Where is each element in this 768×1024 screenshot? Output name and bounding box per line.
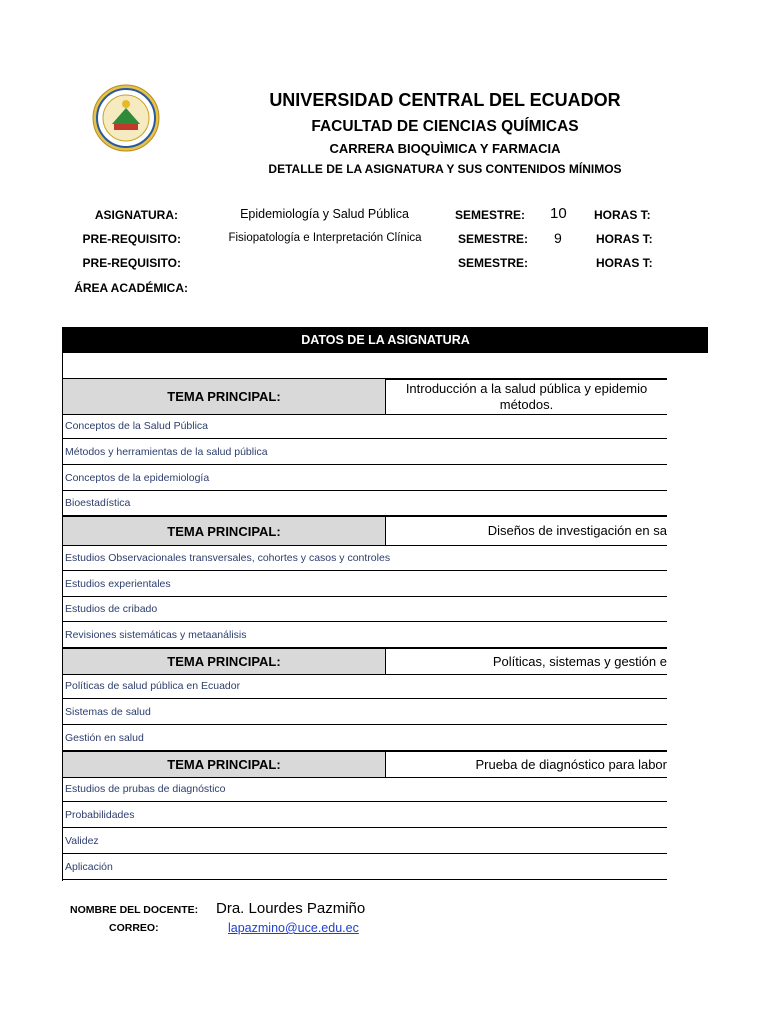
topic-row: Estudios Observacionales transversales, cohortes y casos y controles [63,546,667,571]
semestre-label: SEMESTRE: [458,256,529,270]
tema-principal-label: TEMA PRINCIPAL: [63,379,386,414]
topic-row: Políticas de salud pública en Ecuador [63,674,667,699]
tema-principal-label: TEMA PRINCIPAL: [63,752,386,777]
blank-row [63,353,667,380]
tema-principal-label: TEMA PRINCIPAL: [63,649,386,674]
horas-label: HORAS T: [594,208,651,222]
correo-label: CORREO: [109,922,159,934]
topic-row: Estudios de prubas de diagnóstico [63,777,667,802]
tema-principal-value [386,752,667,777]
tema-text-line: Introducción a la salud pública y epidemio [405,380,648,396]
tema-principal-value [386,379,667,414]
faculty-title: FACULTAD DE CIENCIAS QUÍMICAS [311,118,579,135]
career-title: CARRERA BIOQUÌMICA Y FARMACIA [329,141,561,156]
tema-principal-row [63,648,667,675]
topic-row: Gestión en salud [63,726,667,751]
tema-text-line: Diseños de investigación en sa [487,523,667,538]
docente-name: Dra. Lourdes Pazmiño [216,900,366,917]
horas-label: HORAS T: [596,256,653,270]
tema-principal-row [63,378,667,415]
tema-text-line: métodos. [499,396,554,412]
tema-principal-row [63,516,667,546]
prerequisito-value: Fisiopatología e Interpretación Clínica [228,232,422,244]
topic-row: Conceptos de la Salud Pública [63,414,667,439]
table-header: DATOS DE LA ASIGNATURA [63,327,708,353]
email-link[interactable]: lapazmino@uce.edu.ec [228,921,359,935]
semestre-label: SEMESTRE: [458,232,529,246]
topic-row: Revisiones sistemáticas y metaanálisis [63,623,667,648]
tema-principal-value [386,517,667,545]
topic-row: Sistemas de salud [63,700,667,725]
tema-text-line: Prueba de diagnóstico para labor [475,756,667,772]
prerequisito-label: PRE-REQUISITO: [82,256,181,270]
docente-label: NOMBRE DEL DOCENTE: [70,904,199,916]
asignatura-value: Epidemiología y Salud Pública [240,207,409,221]
detail-title: DETALLE DE LA ASIGNATURA Y SUS CONTENIDOS MÍNIMOS [268,162,622,176]
topic-row: Validez [63,829,667,854]
area-academica-label: ÁREA ACADÉMICA: [74,281,188,295]
topic-row: Bioestadística [63,491,667,516]
topic-row: Aplicación [63,855,667,880]
semestre-value: 10 [550,205,567,222]
semestre-label: SEMESTRE: [455,208,526,222]
tema-principal-label: TEMA PRINCIPAL: [63,517,386,545]
prerequisito-label: PRE-REQUISITO: [82,232,181,246]
course-data-table [62,327,667,881]
tema-principal-value [386,649,667,674]
horas-label: HORAS T: [596,232,653,246]
asignatura-label: ASIGNATURA: [94,208,178,222]
topic-row: Estudios de cribado [63,597,667,622]
tema-text-line: Políticas, sistemas y gestión e [492,653,667,669]
university-title: UNIVERSIDAD CENTRAL DEL ECUADOR [269,90,621,110]
semestre-value: 9 [554,230,562,246]
topic-row: Estudios experientales [63,572,667,597]
topic-row: Conceptos de la epidemiología [63,466,667,491]
topic-row: Probabilidades [63,803,667,828]
tema-principal-row [63,751,667,778]
topic-row: Métodos y herramientas de la salud pública [63,440,667,465]
